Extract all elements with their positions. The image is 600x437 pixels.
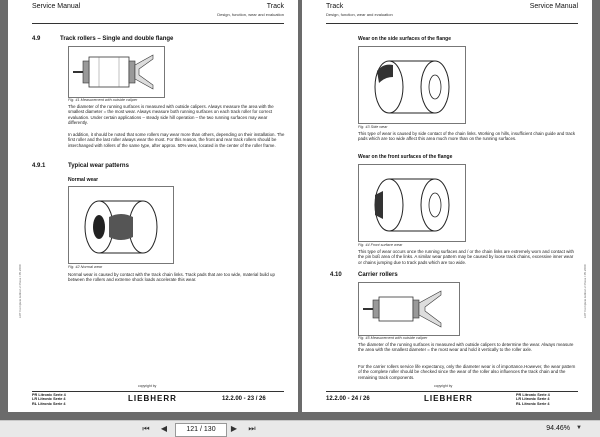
figure-caption: Fig. 43 Side wear [358, 125, 388, 129]
viewer-toolbar [0, 420, 600, 437]
model-item: PR Litronic Serie 4 [32, 393, 66, 397]
first-page-icon[interactable]: ⏮ [142, 424, 150, 433]
page-number: 12.2.00 - 24 / 26 [326, 396, 370, 402]
zoom-level[interactable]: 94.46% [546, 425, 570, 432]
section-title: Carrier rollers [358, 272, 398, 278]
section-title: Track rollers – Single and double flange [60, 36, 174, 42]
model-item: LR Litronic Serie 4 [32, 397, 66, 402]
paragraph: The diameter of the running surfaces is measured with outside calipers to determine the wear. Always measure the area with the smallest diameter = the most wear and hold it vertically to the roller axle. [358, 342, 574, 353]
subsection-title: Normal wear [68, 177, 99, 183]
figure-caption: Fig. 42 Normal wear [68, 265, 103, 269]
figure-42 [68, 186, 174, 264]
liebherr-logo: LIEBHERR [128, 394, 177, 403]
model-item: RL Litronic Serie 4 [32, 401, 66, 406]
paragraph: Normal wear is caused by contact with the track chain links. Track pads that are too wide, material build up between the rollers and extreme shock loads accelerate this wear. [68, 272, 275, 283]
subsection-title: Wear on the side surfaces of the flange [358, 36, 451, 42]
header-subtitle: Design, function, wear and evaluation [326, 12, 393, 17]
figure-43 [358, 46, 466, 124]
page-number-input[interactable] [175, 423, 227, 437]
copyright: copyright by [138, 384, 157, 388]
header-title: Service Manual [529, 3, 578, 10]
header-title: Service Manual [32, 3, 81, 10]
figure-44 [358, 164, 466, 242]
figure-caption: Fig. 45 Measurement with outside caliper [358, 336, 428, 340]
subsection-title: Wear on the front surfaces of the flange [358, 154, 453, 160]
paragraph: The diameter of the running surfaces is measured with outside calipers. Always measure the area with the smallest diameter = the most wear. Always measure both running surfaces on each track roller for correct evaluation. Under certain applications – steady side hill operation – the two running surfaces may wear differently. [68, 104, 274, 125]
header-section: Track [266, 3, 284, 10]
zoom-dropdown-icon[interactable]: ▼ [576, 425, 582, 431]
paragraph: In addition, it should be noted that some rollers may wear more than others, depending on their installation. The first roller and the last roller always wear the most. For this reason, the front and rear track rollers should be interchanged with rollers of the same type, after approx. 50% wear, located in the center of the roller frame. [68, 132, 285, 148]
side-note: LRT Complete Edition 2 Press / 05.2000 [18, 264, 22, 318]
paragraph: This type of wear occurs once the running surfaces and / or the chain links are extremely worn and contact with the pin boß area of the links. A similar wear pattern may be caused by loose track chains, excessive inner wear or chains jumping due to track pads which are too wide. [358, 249, 574, 265]
page-header [326, 3, 578, 24]
footer-rule [326, 391, 578, 392]
model-item: LR Litronic Serie 4 [516, 397, 550, 402]
side-note: LRT Complete Edition 2 Press / 05.2000 [583, 264, 587, 318]
page-24 [302, 0, 592, 412]
figure-caption: Fig. 41 Measurement with outside caliper [68, 98, 138, 102]
figure-caption: Fig. 44 Front surface wear [358, 243, 403, 247]
last-page-icon[interactable]: ⏭ [248, 424, 256, 433]
section-title: Typical wear patterns [68, 163, 129, 169]
prev-page-icon[interactable]: ◀ [160, 424, 168, 433]
section-number: 4.9 [32, 36, 41, 42]
page-23 [8, 0, 298, 412]
header-section: Track [326, 3, 344, 10]
model-item: RL Litronic Serie 4 [516, 401, 550, 406]
page-header [32, 3, 284, 24]
model-item: PR Litronic Serie 4 [516, 393, 550, 397]
figure-45 [358, 282, 460, 336]
copyright: copyright by [434, 384, 453, 388]
header-subtitle: Design, function, wear and evaluation [217, 12, 284, 17]
section-number: 4.10 [330, 272, 342, 278]
next-page-icon[interactable]: ▶ [230, 424, 238, 433]
page-number: 12.2.00 - 23 / 26 [222, 396, 266, 402]
paragraph: This type of wear is caused by side contact of the chain links. Working on hills, insufficient chain guide and track pads which are too wide affect this area much more than on the running surfaces. [358, 131, 576, 142]
paragraph: For the carrier rollers service life expectancy, only the diameter wear is of importance.However, the wear pattern of the complete roller should be checked since the wear of the roller also influences the track chain and the remaining track components. [358, 364, 576, 380]
section-number: 4.9.1 [32, 163, 46, 169]
liebherr-logo: LIEBHERR [424, 394, 473, 403]
model-list [516, 393, 550, 406]
footer-rule [32, 391, 284, 392]
figure-41 [68, 46, 165, 98]
model-list [32, 393, 66, 406]
